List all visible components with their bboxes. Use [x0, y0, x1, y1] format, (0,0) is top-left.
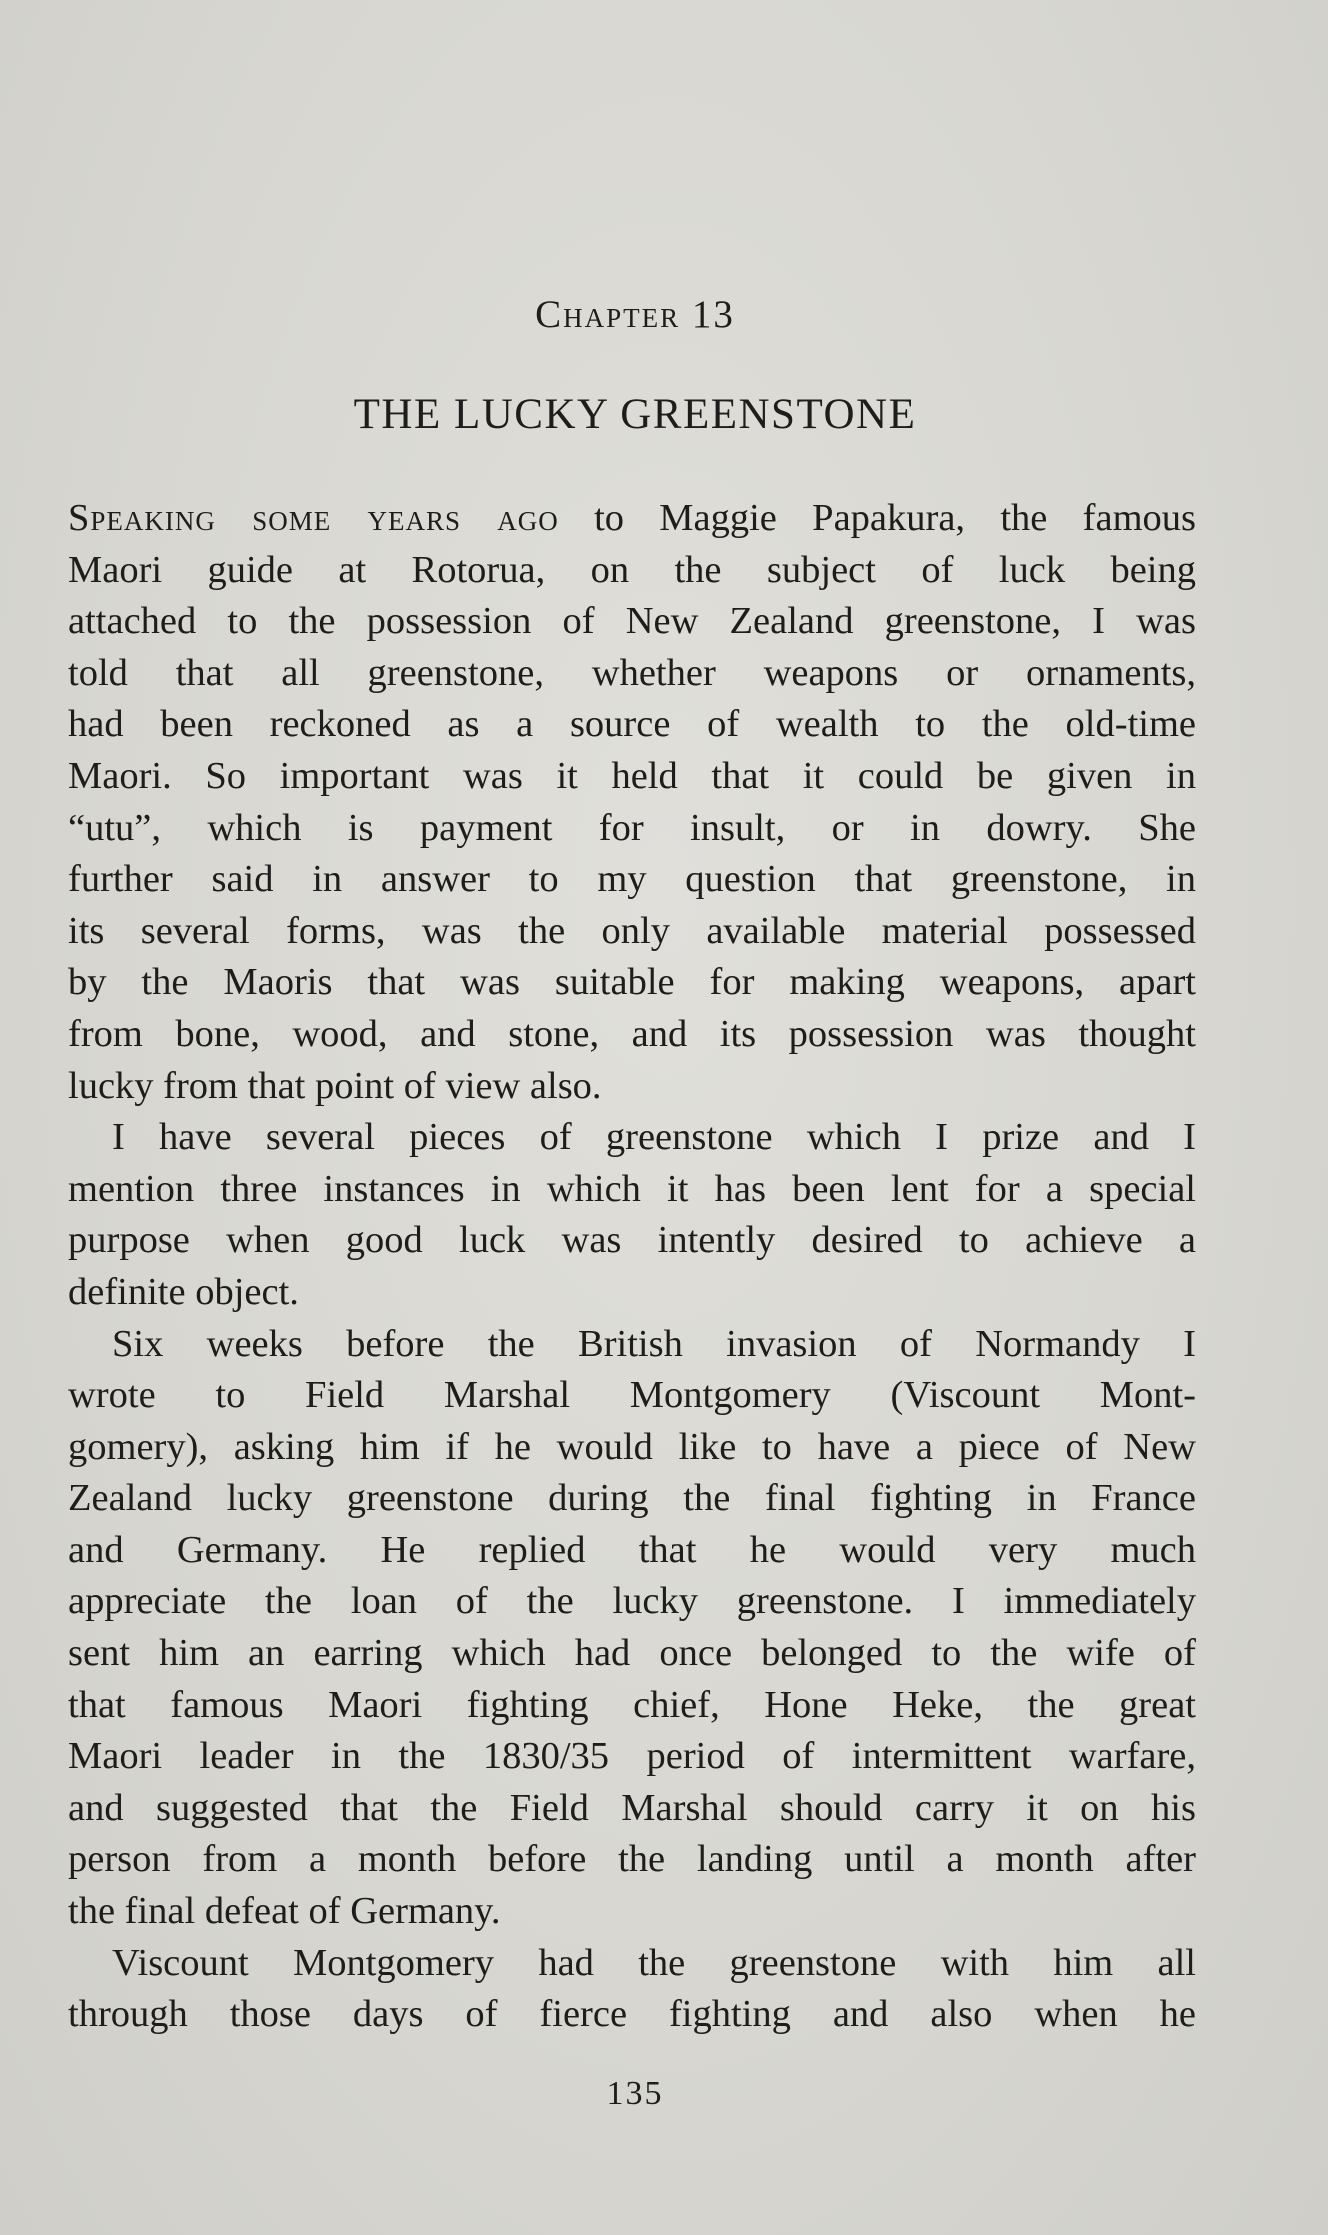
paragraph [68, 1938, 1196, 2041]
paragraph [68, 493, 1196, 1112]
chapter-label: Chapter 13 [535, 293, 735, 336]
text-line: by the Maoris that was suitable for making weapons, apart [68, 961, 1196, 1004]
text-line: its several forms, was the only available material possessed [68, 909, 1196, 952]
text-line: further said in answer to my question that greenstone, in [68, 858, 1196, 901]
paragraph [68, 1319, 1196, 1938]
text-line: “utu”, which is payment for insult, or in dowry. She [68, 806, 1196, 849]
text-line: through those days of fierce fighting and also when he [68, 1993, 1196, 2036]
opening-words: Speaking some years ago [68, 497, 559, 539]
text-line: Speaking some years ago to Maggie Papakura, the famous [68, 497, 1196, 539]
text-line: wrote to Field Marshal Montgomery (Viscount Mont- [68, 1374, 1196, 1417]
text-line: that famous Maori fighting chief, Hone Heke, the great [68, 1683, 1196, 1726]
text-line: Maori guide at Rotorua, on the subject of luck being [68, 548, 1196, 591]
text-line: mention three instances in which it has been lent for a special [68, 1167, 1196, 1210]
text-line: appreciate the loan of the lucky greenstone. I immediately [68, 1580, 1196, 1623]
text-line: attached to the possession of New Zealand greenstone, I was [68, 600, 1196, 643]
text-line: had been reckoned as a source of wealth to the old-time [68, 703, 1196, 746]
text-line: Zealand lucky greenstone during the final fighting in France [68, 1477, 1196, 1520]
text-line: definite object. [68, 1270, 299, 1313]
text-line: I have several pieces of greenstone which I prize and I [112, 1116, 1196, 1159]
paragraph [68, 1112, 1196, 1318]
text-line: Viscount Montgomery had the greenstone with him all [112, 1941, 1196, 1984]
text-line: and Germany. He replied that he would very much [68, 1528, 1196, 1571]
text-line: Six weeks before the British invasion of Normandy I [112, 1322, 1196, 1365]
page-number: 135 [606, 2075, 664, 2112]
text-line: gomery), asking him if he would like to have a piece of New [68, 1425, 1196, 1468]
text-line: Maori. So important was it held that it could be given in [68, 754, 1196, 797]
text-line: purpose when good luck was intently desired to achieve a [68, 1219, 1196, 1262]
text-line: the final defeat of Germany. [68, 1890, 501, 1933]
text-line: Maori leader in the 1830/35 period of intermittent warfare, [68, 1735, 1196, 1778]
text-line: lucky from that point of view also. [68, 1064, 602, 1107]
text-line: from bone, wood, and stone, and its possession was thought [68, 1012, 1196, 1055]
text-line: person from a month before the landing until a month after [68, 1838, 1196, 1881]
body-text [68, 493, 1196, 2041]
text-line: sent him an earring which had once belonged to the wife of [68, 1632, 1196, 1675]
text-line: and suggested that the Field Marshal should carry it on his [68, 1786, 1196, 1829]
chapter-title: THE LUCKY GREENSTONE [353, 391, 917, 438]
text-line: told that all greenstone, whether weapons or ornaments, [68, 651, 1196, 694]
